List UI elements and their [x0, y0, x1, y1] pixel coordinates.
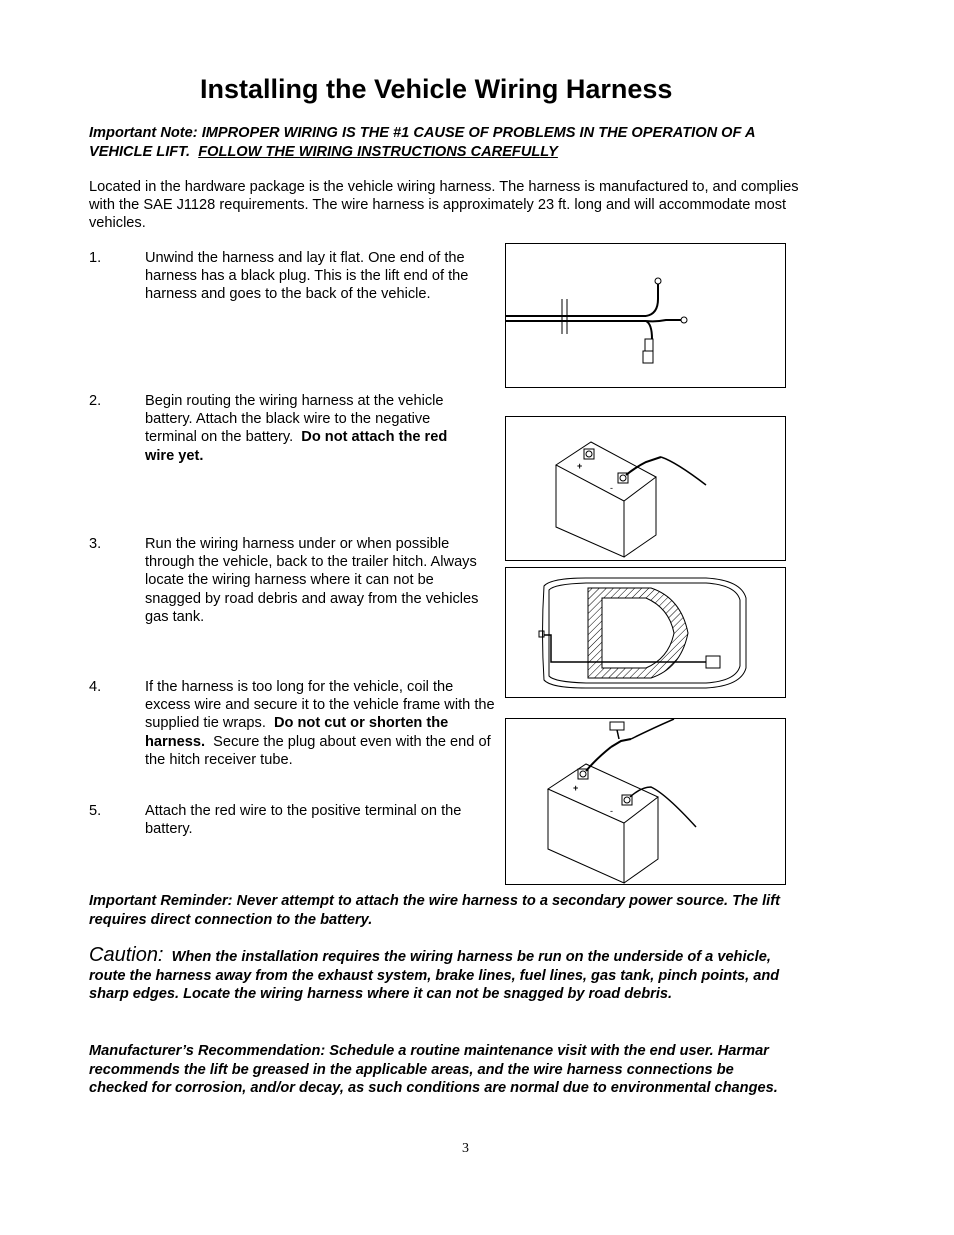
step-3-number: 3. [89, 536, 102, 552]
step-2-bold: Do not attach the red wire yet. [145, 429, 448, 464]
step-4-body: If the harness is too long for the vehicle, coil the excess wire and secure it to the vehicle frame with the supplied tie wraps. [145, 679, 495, 732]
step-2-text [145, 392, 475, 465]
figure-car-routing [505, 567, 786, 698]
manufacturer-recommendation: Manufacturer’s Recommendation: Schedule a routine maintenance visit with the end user. Harmar recommends the lift be greased in the applicable areas, and the wire harness connections be checked for corrosion, and/or decay, as such conditions are normal due to environmental changes. [89, 1043, 778, 1096]
important-note-underlined: FOLLOW THE WIRING INSTRUCTIONS CAREFULLY [198, 143, 558, 160]
important-reminder: Important Reminder: Never attempt to attach the wire harness to a secondary power source. The lift requires direct connection to the battery. [89, 893, 780, 928]
important-note [89, 124, 809, 161]
step-3-body: Run the wiring harness under or when possible through the vehicle, back to the trailer hitch. Always locate the wiring harness where it can not be snagged by road debris and away from the vehicles gas tank. [145, 536, 479, 625]
caution-text: When the installation requires the wiring harness be run on the underside of a vehicle, route the harness away from the exhaust system, brake lines, fuel lines, gas tank, pinch points, and sharp edges. Locate the wiring harness where it can not be snagged by road debris. [89, 949, 780, 1002]
step-5-text [145, 802, 490, 838]
step-4-bold: Do not cut or shorten the harness. [145, 715, 449, 750]
step-1-text [145, 249, 500, 304]
battery-plus-label-2: + [573, 783, 579, 793]
step-4-after: Secure the plug about even with the end of the hitch receiver tube. [145, 733, 491, 768]
caution-block [89, 946, 789, 1004]
step-5-body: Attach the red wire to the positive terminal on the battery. [145, 803, 462, 838]
page-number: 3 [462, 1141, 469, 1156]
battery-minus-label: - [610, 483, 613, 493]
important-note-lead: Important Note: IMPROPER WIRING IS THE #1 CAUSE OF PROBLEMS IN THE OPERATION OF A VEHICLE LIFT. [89, 125, 755, 160]
figure-battery-positive [505, 718, 786, 885]
step-3-text [145, 535, 490, 626]
battery-plus-label: + [577, 461, 583, 471]
step-2-body: Begin routing the wiring harness at the vehicle battery. Attach the black wire to the negative terminal on the battery. [145, 393, 444, 446]
step-1-number: 1. [89, 250, 102, 266]
step-4-number: 4. [89, 679, 102, 695]
intro-paragraph: Located in the hardware package is the vehicle wiring harness. The harness is manufactured to, and complies with the SAE J1128 requirements. The wire harness is approximately 23 ft. long and will accommodate most vehicles. [89, 179, 799, 232]
step-4-text [145, 678, 500, 769]
step-5-number: 5. [89, 803, 102, 819]
step-2-number: 2. [89, 393, 102, 409]
battery-minus-label-2: - [610, 806, 613, 816]
figure-harness-flat [505, 243, 786, 388]
caution-label: Caution: [89, 944, 164, 966]
figure-battery-negative [505, 416, 786, 561]
page-title: Installing the Vehicle Wiring Harness [200, 74, 673, 104]
step-1-body: Unwind the harness and lay it flat. One end of the harness has a black plug. This is the lift end of the harness and goes to the back of the vehicle. [145, 250, 469, 303]
